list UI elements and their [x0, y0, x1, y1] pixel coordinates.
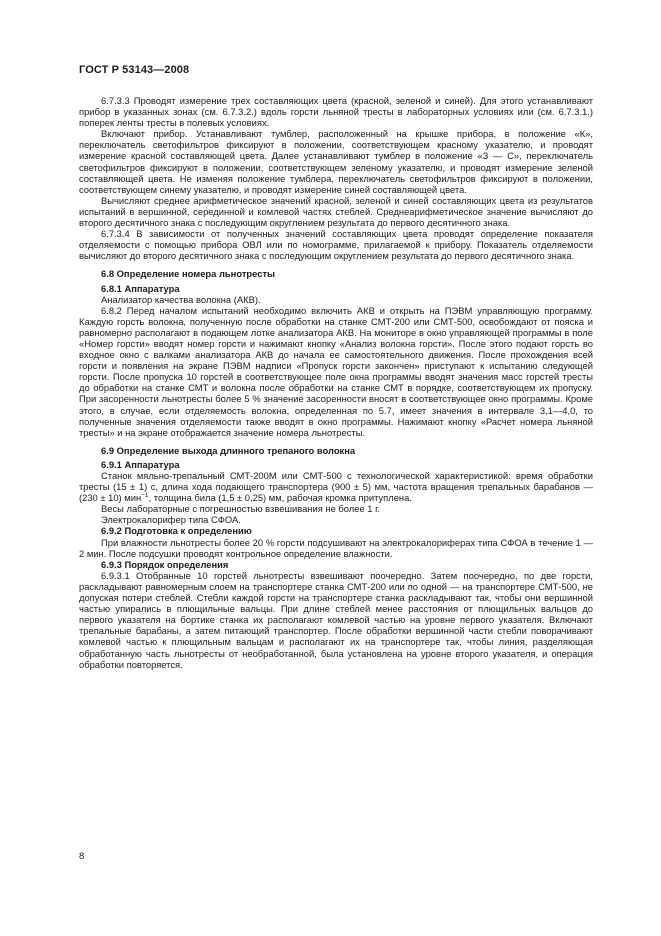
heading-6-8: 6.8 Определение номера льнотресты — [101, 268, 276, 280]
paragraph-6-8-2: 6.8.2 Перед началом испытаний необходимо включить АКВ и открыть на ПЭВМ управляющую программу. Каждую горсть волокна, полученную после обработки на станке СМТ-200 или СМТ-500, освобождают от пояска и равномерно располагают в подающем лотке анализатора АКВ. На мониторе в окно управляющей программы в поле «Номер горсти» вводят номер горсти и нажимают кнопку «Анализ волокна горсти». После этого подают горсть во входное окно с валками анализатора АКВ до начала ее самостоятельного движения. После прохождения всей горсти и появления на экране ПЭВМ надписи «Пропуск горсти закончен» приступают к испытанию следующей горсти. После пропуска 10 горстей в соответствующее поле окна программы вводят значения масс горстей тресты до обработки на станке СМТ и волокна после обработки на станке СМТ в порядке, соответствующем их пропуску. При засоренности льнотресты более 5 % значение засоренности вносят в соответствующее окно программы. Кроме этого, в случае, если отделяемость волокна, определенная по 5.7, имеет значения в интервале 3,1—4,0, то полученные значения отделяемости также вводят в окно программы. Нажимают кнопку «Расчет номера льняной тресты» и на экране отображается значение номера льнотресты. — [79, 304, 593, 438]
doc-header: ГОСТ Р 53143—2008 — [79, 64, 190, 76]
paragraph-6-7-3-3: 6.7.3.3 Проводят измерение трех составляющих цвета (красной, зеленой и синей). Для этого устанавливают прибор в указанных зонах (см. 6.7.3.2.) вдоль горсти льняной тресты в лабораторных условиях или (см. 6.7.3.1.) поперек ленты тресты в полевых условиях. — [79, 95, 593, 129]
stanok-text-a: Станок мяльно-трепальный СМТ-200М или СМТ-500 с технологической характеристикой: время обработки тресты (15 ± 1) с, длина хода подающего транспортера (900 ± 5) мм, частота вращения трепальных барабанов — (230 ± 10) мин — [79, 470, 593, 504]
paragraph-mean: Вычисляют среднее арифметическое значений красной, зеленой и синей составляющих цвета из результатов испытаний в вершинной, серединной и комлевой частях стеблей. Среднеарифметическое значение вычисляют до второго десятичного знака с последующим округлением результата до первого десятичного знака. — [79, 194, 593, 229]
paragraph-akv: Анализатор качества волокна (АКВ). — [101, 293, 261, 305]
heading-6-9-1: 6.9.1 Аппаратура — [101, 458, 180, 470]
paragraph-switch-on: Включают прибор. Устанавливают тумблер, расположенный на крышке прибора, в положение «К», переключатель светофильтров фиксируют в положении, соответствующем красному указателю, и проводят измерение красной составляющей цвета. Далее устанавливают тумблер в положение «З — С», переключатель светофильтров фиксируют в положении, соответствующем зеленому указателю, и проводят измерение зеленой составляющей цвета. Не изменяя положение тумблера, переключатель светофильтров фиксируют в положении, соответствующем синему указателю, и проводят измерение синей составляющей цвета. — [79, 128, 593, 195]
page-number: 8 — [79, 851, 85, 862]
heading-6-9: 6.9 Определение выхода длинного трепаного волокна — [101, 444, 356, 456]
paragraph-6-9-3-1: 6.9.3.1 Отобранные 10 горстей льнотресты взвешивают поочередно. Затем поочередно, по две горсти, раскладывают равномерным слоем на транспортере станка СМТ-200 или по одной — на транспортере СМТ-500, не допуская потери стеблей. Стебли каждой горсти на транспортере станка раскладывают так, чтобы они вершинной частью упирались в плющильные вальцы. При длине стеблей менее расстояния от плющильных вальцов до первого указателя на бортике станка их располагают комлевой частью на уровне первого указателя. Включают трепальные барабаны, а затем питающий транспортер. После обработки вершинной части стебли поворачивают комлевой частью к плющильным вальцам и располагают их на транспортере так, чтобы линия, разделяющая обработанную часть льнотресты от необработанной, была установлена на уровне второго указателя, и операция обработки повторяется. — [79, 569, 593, 670]
heading-6-9-2: 6.9.2 Подготовка к определению — [101, 525, 252, 537]
paragraph-stanok — [79, 470, 593, 503]
doc-body — [79, 95, 593, 670]
paragraph-6-9-2: При влажности льнотресты более 20 % горсти подсушивают на электрокалориферах типа СФОА в течение 1 — 2 мин. После подсушки проводят контрольное определение влажности. — [79, 536, 593, 559]
stanok-superscript: −1 — [141, 492, 149, 500]
stanok-text-b: , толщина била (1,5 ± 0,25) мм, рабочая кромка притуплена. — [148, 492, 412, 504]
heading-6-8-1: 6.8.1 Аппаратура — [101, 282, 180, 294]
paragraph-6-7-3-4: 6.7.3.4 В зависимости от полученных значений составляющих цвета проводят определение показателя отделяемости с помощью прибора ОВЛ или по номограмме, прилагаемой к прибору. Показатель отделяемости вычисляют до второго десятичного знака с последующим округлением результата до первого десятичного знака. — [79, 228, 593, 262]
paragraph-vesy: Весы лабораторные с погрешностью взвешивания не более 1 г. — [101, 503, 380, 515]
heading-6-9-3: 6.9.3 Порядок определения — [101, 558, 229, 570]
paragraph-elektro: Электрокалорифер типа СФОА. — [101, 514, 241, 526]
